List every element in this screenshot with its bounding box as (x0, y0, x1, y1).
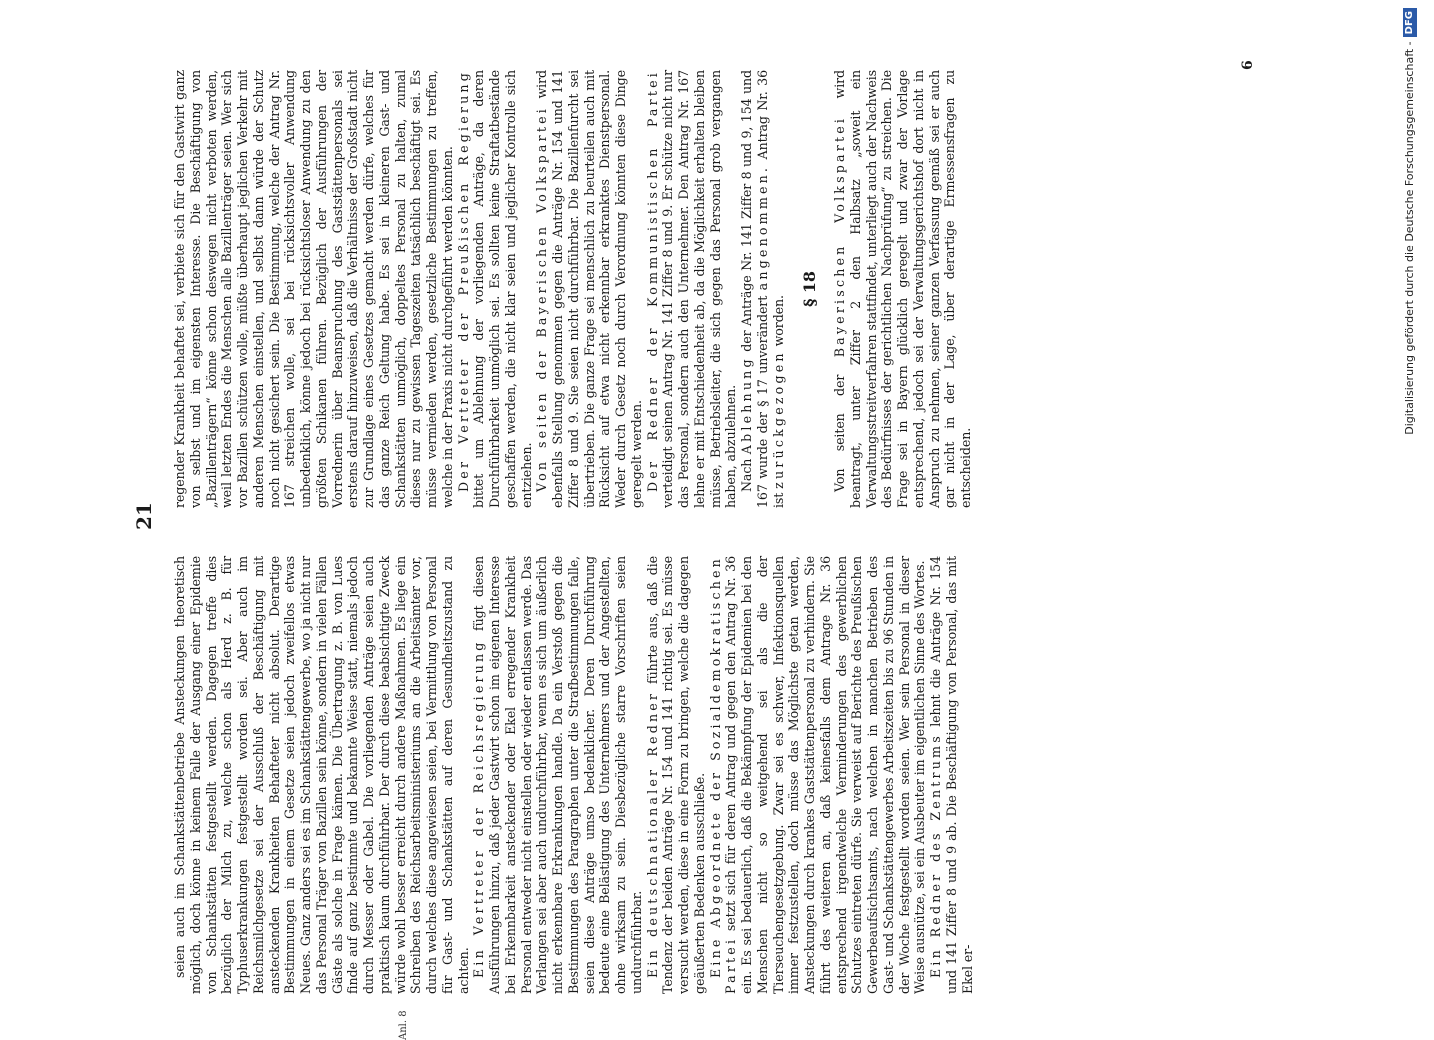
paragraph (739, 70, 786, 508)
speaker: Ein Vertreter der Reichsregierung (471, 639, 487, 978)
paragraph (832, 70, 974, 508)
paragraph (928, 556, 975, 994)
folio-mark: 6 (1240, 60, 1256, 70)
paragraph-text: fügt diesen Ausführungen hinzu, daß jeder Gastwirt schon im eigenen Interesse bei Erkennbarkeit ansteckender oder Ekel erregender Krankheit Personal entweder nicht einstellen oder wieder entlassen werde. Das Verlangen sei aber auch undurchführbar, wenn es sich um äußerlich nicht erkennbare Erkrankungen handle. Da ein Verstoß gegen die Bestimmungen des Paragraphen unter die Strafbestimmungen falle, seien diese Anträge umso bedenklicher. Deren Durchführung bedeute eine Belästigung des Unternehmers und der Angestellten, ohne wirksam zu sein. Diesbezügliche starre Vorschriften seien undurchführbar. (471, 556, 644, 994)
emphasis: zurückgezogen (770, 350, 786, 489)
paragraph (172, 556, 471, 994)
paragraph (645, 556, 708, 994)
speaker: Der Vertreter der Preußischen Regierung (455, 70, 471, 492)
speaker: Eine Abgeordnete der Sozialdemokratischen Partei (707, 556, 739, 994)
paragraph-text: Nach (739, 458, 754, 492)
text-column-left (172, 556, 975, 994)
paragraph-text: Antrag Nr. 36 ist (754, 70, 786, 508)
paragraph-text: setzt sich für deren Antrag und gegen den Antrag Nr. 36 ein. Es sei bedauerlich, daß die Bekämpfung der Epidemien bei den Menschen nicht so weitgehend sei als die der Tierseuchengesetzgebung. Zwar sei es schwer, Infektionsquellen immer festzustellen, doch müsse das Möglichste getan werden, Ansteckungen durch krankes Gaststättenpersonal zu verhindern. Sie führt des weiteren an, daß keinesfalls dem Antrage Nr. 36 entsprechend irgendwelche Verminderungen des gewerblichen Schutzes eintreten dürfe. Sie verweist auf Berichte des Preußischen Gewerbeaufsichtsamts, nach welchen in manchen Betrieben des Gast- und Schankstättengewerbes Arbeitszeiten bis zu 96 Stunden in der Woche festgestellt worden seien. Wer sein Personal in dieser Weise ausnütze, sei ein Ausbeuter im eigentlichen Sinne des Wortes. (723, 556, 928, 994)
paragraph-text: der Anträge Nr. 141 Ziffer 8 und 9, 154 und 167 wurde der § 17 unverändert (739, 69, 770, 508)
paragraph-text: seien auch im Schankstättenbetriebe Ansteckungen theoretisch möglich, doch könne in keinem Falle der Ausgang einer Epidemie von Schankstätten festgestellt werden. Dagegen treffe dies bezüglich der Milch zu, welche schon als Herd z. B. für Typhuserkrankungen festgestellt worden sei. Aber auch im Reichsmilchgesetze sei der Ausschluß der Beschäftigung mit ansteckenden Krankheiten Behafteter nicht absolut. Derartige Bestimmungen in einem Gesetze seien jedoch zweifellos etwas Neues. Ganz anders sei es im Schankstättengewerbe, wo ja nicht nur das Personal Träger von Bazillen sein könne, sondern in vielen Fällen Gäste als solche in Frage kämen. Die Übertragung z. B. von Lues finde auf ganz bestimmte und bekannte Weise statt, niemals jedoch durch Messer oder Gabel. Die vorliegenden Anträge seien auch praktisch kaum durchführbar. Der durch diese beabsichtigte Zweck würde wohl besser erreicht durch andere Maßnahmen. Es liege ein Schreiben des Reichsarbeitsministeriums an die Arbeitsämter vor, durch welches diese angewiesen seien, bei Vermittlung von Personal für Gast- und Schankstätten auf deren Gesundheitszustand zu achten. (172, 556, 471, 994)
paragraph (456, 70, 535, 508)
emphasis: angenommen. (754, 164, 770, 291)
paragraph-text: wird beantragt, unter Ziffer 2 den Halbsatz „soweit ein Verwaltungsstreitverfahren stattfindet, unterliegt auch der Nachweis des Bedürfnisses der gerichtlichen Nachprüfung“ zu streichen. Die Frage sei in Bayern glücklich geregelt und zwar der Vorlage entsprechend, jedoch sei der Verwaltungsgerichtshof dort nicht in Anspruch zu nehmen, seiner ganzen Verfassung gemäß sei er auch gar nicht in der Lage, über derartige Ermessensfragen zu entscheiden. (832, 69, 973, 508)
page-number: 21 (132, 502, 156, 530)
paragraph (172, 70, 456, 508)
paragraph (708, 556, 929, 994)
paragraph-text: lehnt die Anträge Nr. 154 und 141 Ziffer 8 und 9 ab. Die Beschäftigung von Personal, das mit Ekel er- (928, 556, 975, 994)
document-page (120, 40, 1300, 1040)
paragraph (534, 70, 644, 508)
paragraph-text: Von seiten der (832, 374, 847, 492)
speaker: Ein Redner des Zentrums (928, 733, 943, 978)
speaker: Bayerischen Volkspartei (832, 115, 847, 358)
section-heading: § 18 (800, 271, 820, 307)
paragraph-text: wird ebenfalls Stellung genommen gegen die Anträge Nr. 154 und 141 Ziffer 8 und 9. Sie seien nicht durchführbar. Die Bazillenfurcht sei übertrieben. Die ganze Frage sei menschlich zu beurteilen auch mit Rücksicht auf etwa nicht erkennbar erkranktes Dienstpersonal. Weder durch Gesetz noch durch Verordnung könnten diese Dinge geregelt werden. (534, 70, 644, 508)
paragraph-text: verteidigt seinen Antrag Nr. 141 Ziffer 8 und 9. Er schütze nicht nur das Personal, sondern auch den Unternehmer. Den Antrag Nr. 167 lehne er mit Entschiedenheit ab, da die Möglichkeit erhalten bleiben müsse, Betriebsleiter, die sich gegen das Personal grob vergangen haben, abzulehnen. (660, 70, 739, 508)
emphasis: Ablehnung (739, 356, 754, 455)
digitization-credit (1396, 8, 1424, 992)
margin-annotation: Anl. 8 (398, 1010, 409, 1040)
paragraph-text: führte aus, daß die Tendenz der beiden Anträge Nr. 154 und 141 richtig sei. Es müsse versucht werden, diese in eine Form zu bringen, welche die dagegen geäußerten Bedenken ausschließe. (644, 555, 707, 994)
credit-text: Digitalisierung gefördert durch die Deutsche Forschungsgemeinschaft - (1403, 41, 1416, 435)
paragraph (645, 70, 740, 508)
text-column-right (172, 70, 974, 508)
credit-line (1396, 8, 1424, 992)
paragraph-text: worden. (770, 295, 786, 347)
paragraph-text: bittet um Ablehnung der vorliegenden Anträge, da deren Durchführbarkeit unmöglich sei. Es sollten keine Straftatbestände geschaffen werden, die nicht klar seien und jeglicher Kontrolle sich entziehen. (471, 70, 534, 508)
speaker: Ein deutschnationaler Redner (644, 690, 660, 978)
paragraph (471, 556, 644, 994)
speaker: Der Redner der Kommunistischen Partei (644, 70, 660, 492)
paragraph-text: regender Krankheit behaftet sei, verbiete sich für den Gastwirt ganz von selbst und im eigensten Interesse. Die Beschäftigung von „Bazillenträgern“ könne schon deswegen nicht verboten werden, weil letzten Endes die Menschen alle Bazillenträger seien. Wer sich vor Bazillen schützen wolle, müßte überhaupt jeglichen Verkehr mit anderen Menschen einstellen, und selbst dann würde der Schutz noch nicht gesichert sein. Die Bestimmung, welche der Antrag Nr. 167 streichen wolle, sei bei rücksichtsvoller Anwendung unbedenklich, könne jedoch bei rücksichtsloser Anwendung zu den größten Schikanen führen. Bezüglich der Ausführungen der Vorrednerin über Beanspruchung des Gaststättenpersonals sei erstens darauf hinzuweisen, daß die Verhältnisse der Großstadt nicht zur Grundlage eines Gesetzes gemacht werden dürfe, welches für das ganze Reich Geltung habe. Es sei in kleineren Gast- und Schankstätten unmöglich, doppeltes Personal zu halten, zumal dieses nur zu gewissen Tageszeiten tatsächlich beschäftigt sei. Es müsse vermieden werden, gesetzliche Bestimmungen zu treffen, welche in der Praxis nicht durchgeführt werden könnten. (172, 70, 455, 508)
dfg-logo: DFG (1403, 8, 1417, 37)
speaker: Von seiten der Bayerischen Volkspartei (534, 105, 550, 492)
